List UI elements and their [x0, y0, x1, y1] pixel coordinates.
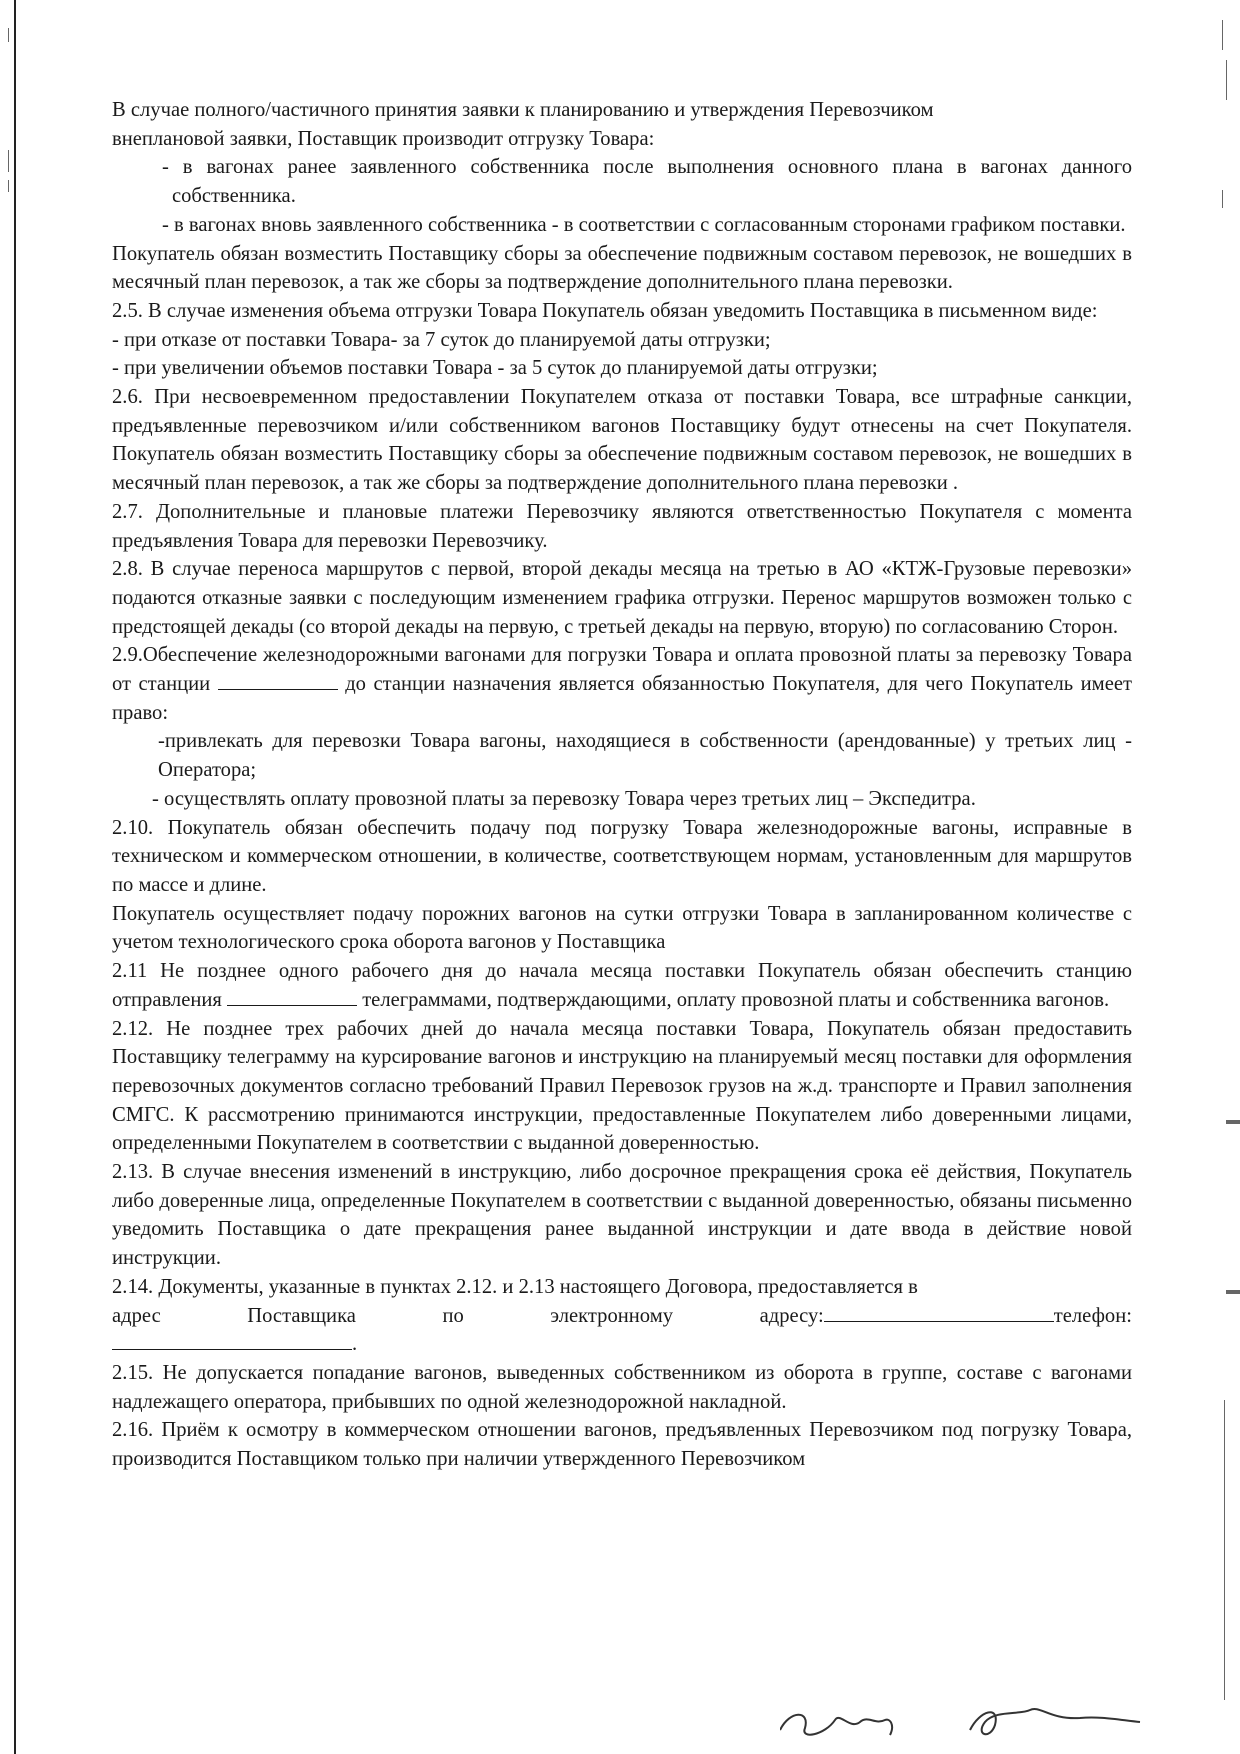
blank-field-phone — [112, 1331, 352, 1350]
list-item: -привлекать для перевозки Товара вагоны, находящиеся в собственности (арендованные) у третьих лиц - Оператора; — [158, 730, 1132, 782]
signature-2 — [970, 1709, 1140, 1734]
clause-2-14-line — [112, 1302, 1132, 1331]
email-field-group — [760, 1302, 1132, 1331]
text-line: В случае полного/частичного принятия заявки к планированию и утверждения Перевозчиком — [112, 99, 934, 121]
blank-field-email — [824, 1303, 1054, 1322]
text-span: телеграммами, подтверждающими, оплату провозной платы и собственника вагонов. — [362, 988, 1110, 1011]
clause-2-5: 2.5. В случае изменения объема отгрузки Товара Покупатель обязан уведомить Поставщика в письменном виде: — [112, 299, 1098, 322]
clause-2-6: 2.6. При несвоевременном предоставлении Покупателем отказа от поставки Товара, все штрафные санкции, предъявленные перевозчиком и/или собственником вагонов Поставщику будут отнесены на счет Покупателя. Покупатель обязан возместить Поставщику сборы за обеспечение подвижным составом перевозок, не вошедших в месячный план перевозок, а так же сборы за подтверждение дополнительного плана перевозки . — [112, 386, 1132, 495]
text-span: 2.14. Документы, указанные в пунктах 2.12. и 2.13 настоящего Договора, предоставляется в — [112, 1275, 918, 1298]
list-item: - при отказе от поставки Товара- за 7 суток до планируемой даты отгрузки; — [112, 328, 771, 351]
text-span: 2.11 Не позднее одного рабочего дня до начала месяца поставки Покупатель обязан обеспечить станцию отправления — [112, 960, 1132, 1011]
signatures — [780, 1690, 1160, 1750]
paragraph-intro — [112, 96, 1132, 153]
list-item: - при увеличении объемов поставки Товара - за 5 суток до планируемой даты отгрузки; — [112, 357, 878, 380]
clause-2-15: 2.15. Не допускается попадание вагонов, выведенных собственником из оборота в группе, составе с вагонами надлежащего оператора, прибывших по одной железнодорожной накладной. — [112, 1361, 1132, 1413]
text-word: телефон: — [1053, 1304, 1132, 1327]
text-span: 2.9.Обеспечение железнодорожными вагонами для погрузки Товара и оплата провозной платы за перевозку Товара от станции — [112, 644, 1132, 696]
blank-field-station — [218, 671, 338, 690]
contract-text — [112, 96, 1132, 1474]
text-word: Поставщика — [247, 1304, 356, 1327]
list-item: - осуществлять оплату провозной платы за перевозку Товара через третьих лиц – Экспедитра. — [152, 787, 976, 810]
clause-2-12: 2.12. Не позднее трех рабочих дней до начала месяца поставки Товара, Покупатель обязан предоставить Поставщику телеграмму на курсирование вагонов и инструкцию на планируемый месяц поставки для оформления перевозочных документов согласно требований Правил Перевозок грузов на ж.д. транспорте и Правил заполнения СМГС. К рассмотрению принимаются инструкции, предоставленные Покупателем либо доверенными лицами, определенными Покупателем в соответствии с выданной доверенностью. — [112, 1017, 1132, 1155]
clause-2-13: 2.13. В случае внесения изменений в инструкцию, либо досрочное прекращения срока её действия, Покупатель либо доверенные лица, определенные Покупателем в соответствии с выданной доверенностью, обязаны письменно уведомить Поставщика о дате прекращения ранее выданной инструкции и дате ввода в действие новой инструкции. — [112, 1161, 1132, 1270]
signature-1 — [780, 1715, 892, 1735]
bullet-item: - в вагонах вновь заявленного собственника - в соответствии с согласованным сторонами графиком поставки. — [162, 213, 1126, 236]
bullet-item: - в вагонах ранее заявленного собственника после выполнения основного плана в вагонах данного собственника. — [162, 156, 1132, 208]
paragraph: Покупатель осуществляет подачу порожних вагонов на сутки отгрузки Товара в запланированном количестве с учетом технологического срока оборота вагонов у Поставщика — [112, 902, 1132, 954]
text-word: по — [442, 1304, 464, 1327]
clause-2-8: 2.8. В случае переноса маршрутов с первой, второй декады месяца на третью в АО «КТЖ-Грузовые перевозки» подаются отказные заявки с последующим изменением графика отгрузки. Перенос маршрутов возможен только с предстоящей декады (со второй декады на первую, с третьей декады на первую, вторую) по согласованию Сторон. — [112, 558, 1132, 638]
clause-2-7: 2.7. Дополнительные и плановые платежи Перевозчику являются ответственностью Покупателя с момента предъявления Товара для перевозки Перевозчику. — [112, 500, 1132, 552]
blank-field-departure-station — [227, 987, 357, 1006]
text-span: до станции назначения является обязанностью Покупателя, для чего Покупатель имеет право: — [112, 673, 1132, 724]
text-line: внеплановой заявки, Поставщик производит отгрузку Товара: — [112, 127, 655, 150]
scan-edge-line — [14, 0, 16, 1754]
clause-2-9 — [112, 641, 1132, 727]
text-word: электронному — [550, 1304, 674, 1327]
text-word: адресу: — [759, 1304, 824, 1327]
text-word: . — [352, 1333, 358, 1356]
clause-2-11 — [112, 957, 1132, 1014]
clause-2-10: 2.10. Покупатель обязан обеспечить подачу под погрузку Товара железнодорожные вагоны, исправные в техническом и коммерческом отношении, в количестве, соответствующем нормам, установленным для маршрутов по массе и длине. — [112, 816, 1132, 896]
paragraph: Покупатель обязан возместить Поставщику сборы за обеспечение подвижным составом перевозок, не вошедших в месячный план перевозок, а так же сборы за подтверждение дополнительного плана перевозки. — [112, 242, 1132, 294]
phone-line — [112, 1330, 1132, 1359]
text-word: адрес — [112, 1304, 161, 1327]
clause-2-14 — [112, 1273, 1132, 1302]
clause-2-16: 2.16. Приём к осмотру в коммерческом отношении вагонов, предъявленных Перевозчиком под погрузку Товара, производится Поставщиком только при наличии утвержденного Перевозчиком — [112, 1419, 1132, 1471]
